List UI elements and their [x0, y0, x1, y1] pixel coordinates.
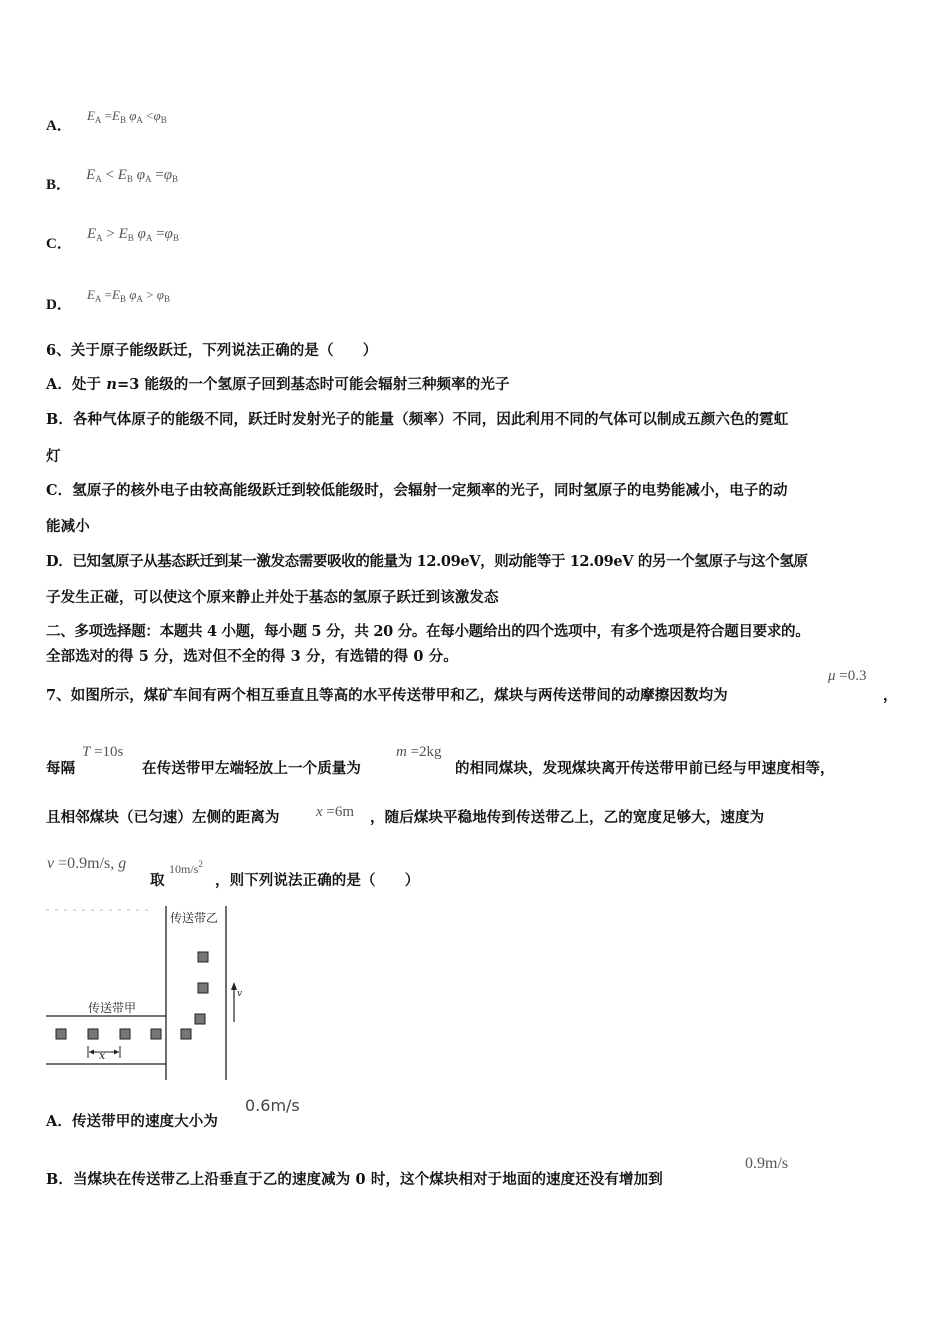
q6-option-a: A．处于 n=3 能级的一个氢原子回到基态时可能会辐射三种频率的光子	[46, 376, 510, 393]
prev-option-b	[46, 163, 179, 193]
coal-block	[56, 1029, 66, 1039]
period-formula: T =10s	[82, 744, 124, 760]
coal-block	[151, 1029, 161, 1039]
q6-option-d-line2: 子发生正碰，可以使这个原来静止并处于基态的氢原子跃迁到该激发态	[46, 589, 499, 606]
belt-a-label: 传送带甲	[88, 1001, 137, 1015]
q7-stem-line2: 每隔	[46, 760, 76, 777]
option-a-formula: $E_A =E_B$ $\varphi_A <\varphi_B$	[86, 108, 167, 125]
gravity-value: $10m/s^2$	[169, 859, 203, 876]
prev-option-a	[46, 104, 167, 134]
q6-stem: 6、关于原子能级跃迁，下列说法正确的是（ ）	[46, 342, 378, 359]
q7-comma: ，	[883, 687, 898, 704]
option-label: D．	[46, 297, 72, 313]
option-label: C．	[46, 236, 72, 252]
q7-option-a: A．传送带甲的速度大小为	[46, 1113, 218, 1130]
q7-option-b-value: 0.9m/s	[745, 1155, 789, 1172]
option-b-formula: $E_A < E_B$ $\varphi_A =\varphi_B$	[86, 167, 179, 184]
q7-option-a-value: 0.6m/s	[245, 1096, 300, 1115]
q7-stem-line3: 且相邻煤块（已匀速）左侧的距离为	[46, 809, 280, 826]
prev-option-d	[46, 283, 170, 313]
option-c-formula: $E_A > E_B$ $\varphi_A =\varphi_B$	[86, 226, 179, 243]
section-heading-line1: 二、多项选择题：本题共 4 小题，每小题 5 分，共 20 分。在每小题给出的四个选项中，有多个选项是符合题目要求的。	[46, 623, 810, 640]
mass-formula: m =2kg	[396, 744, 442, 760]
coal-block	[88, 1029, 98, 1039]
coal-block	[195, 1014, 205, 1024]
coal-block	[198, 952, 208, 962]
q6-option-d-line1: D．已知氢原子从基态跃迁到某一激发态需要吸收的能量为 12.09eV，则动能等于 12.09eV 的另一个氢原子与这个氢原	[46, 553, 808, 570]
option-label: B．	[46, 177, 72, 193]
q7-stem-part2: 在传送带甲左端轻放上一个质量为	[142, 760, 361, 777]
coal-block	[181, 1029, 191, 1039]
q6-option-c-line2: 能减小	[46, 518, 90, 535]
prev-option-c	[46, 222, 179, 252]
coal-block	[198, 983, 208, 993]
conveyor-figure	[44, 904, 254, 1082]
q7-option-b: B．当煤块在传送带乙上沿垂直于乙的速度减为 0 时，这个煤块相对于地面的速度还没有增加到	[46, 1171, 663, 1188]
q7-stem-part4b: ，随后煤块平稳地传到传送带乙上，乙的宽度足够大，速度为	[370, 809, 765, 826]
option-d-formula: $E_A =E_B$ $\varphi_A > \varphi_B$	[86, 287, 170, 304]
section-heading-line2: 全部选对的得 5 分，选对但不全的得 3 分，有选错的得 0 分。	[46, 648, 458, 665]
q6-option-b-line2: 灯	[46, 448, 61, 465]
velocity-formula: v =0.9m/s, g	[47, 855, 127, 872]
coal-block	[120, 1029, 130, 1039]
distance-label: x	[99, 1049, 106, 1062]
distance-formula: x =6m	[316, 804, 355, 820]
q6-option-c-line1: C．氢原子的核外电子由较高能级跃迁到较低能级时，会辐射一定频率的光子，同时氢原子的电势能减小，电子的动	[46, 482, 788, 499]
q7-stem-part3: 的相同煤块，发现煤块离开传送带甲前已经与甲速度相等，	[455, 760, 835, 777]
velocity-label: v	[237, 989, 243, 999]
q7-stem-end: ，则下列说法正确的是（ ）	[215, 872, 420, 889]
belt-b-label: 传送带乙	[170, 911, 219, 925]
option-label: A．	[46, 118, 72, 134]
q6-option-b-line1: B．各种气体原子的能级不同，跃迁时发射光子的能量（频率）不同，因此利用不同的气体可以制成五颜六色的霓虹	[46, 411, 789, 428]
mu-formula: μ =0.3	[828, 668, 867, 684]
q7-stem-line1: 7、如图所示，煤矿车间有两个相互垂直且等高的水平传送带甲和乙，煤块与两传送带间的动摩擦因数均为	[46, 687, 728, 704]
q7-take: 取	[150, 872, 165, 889]
